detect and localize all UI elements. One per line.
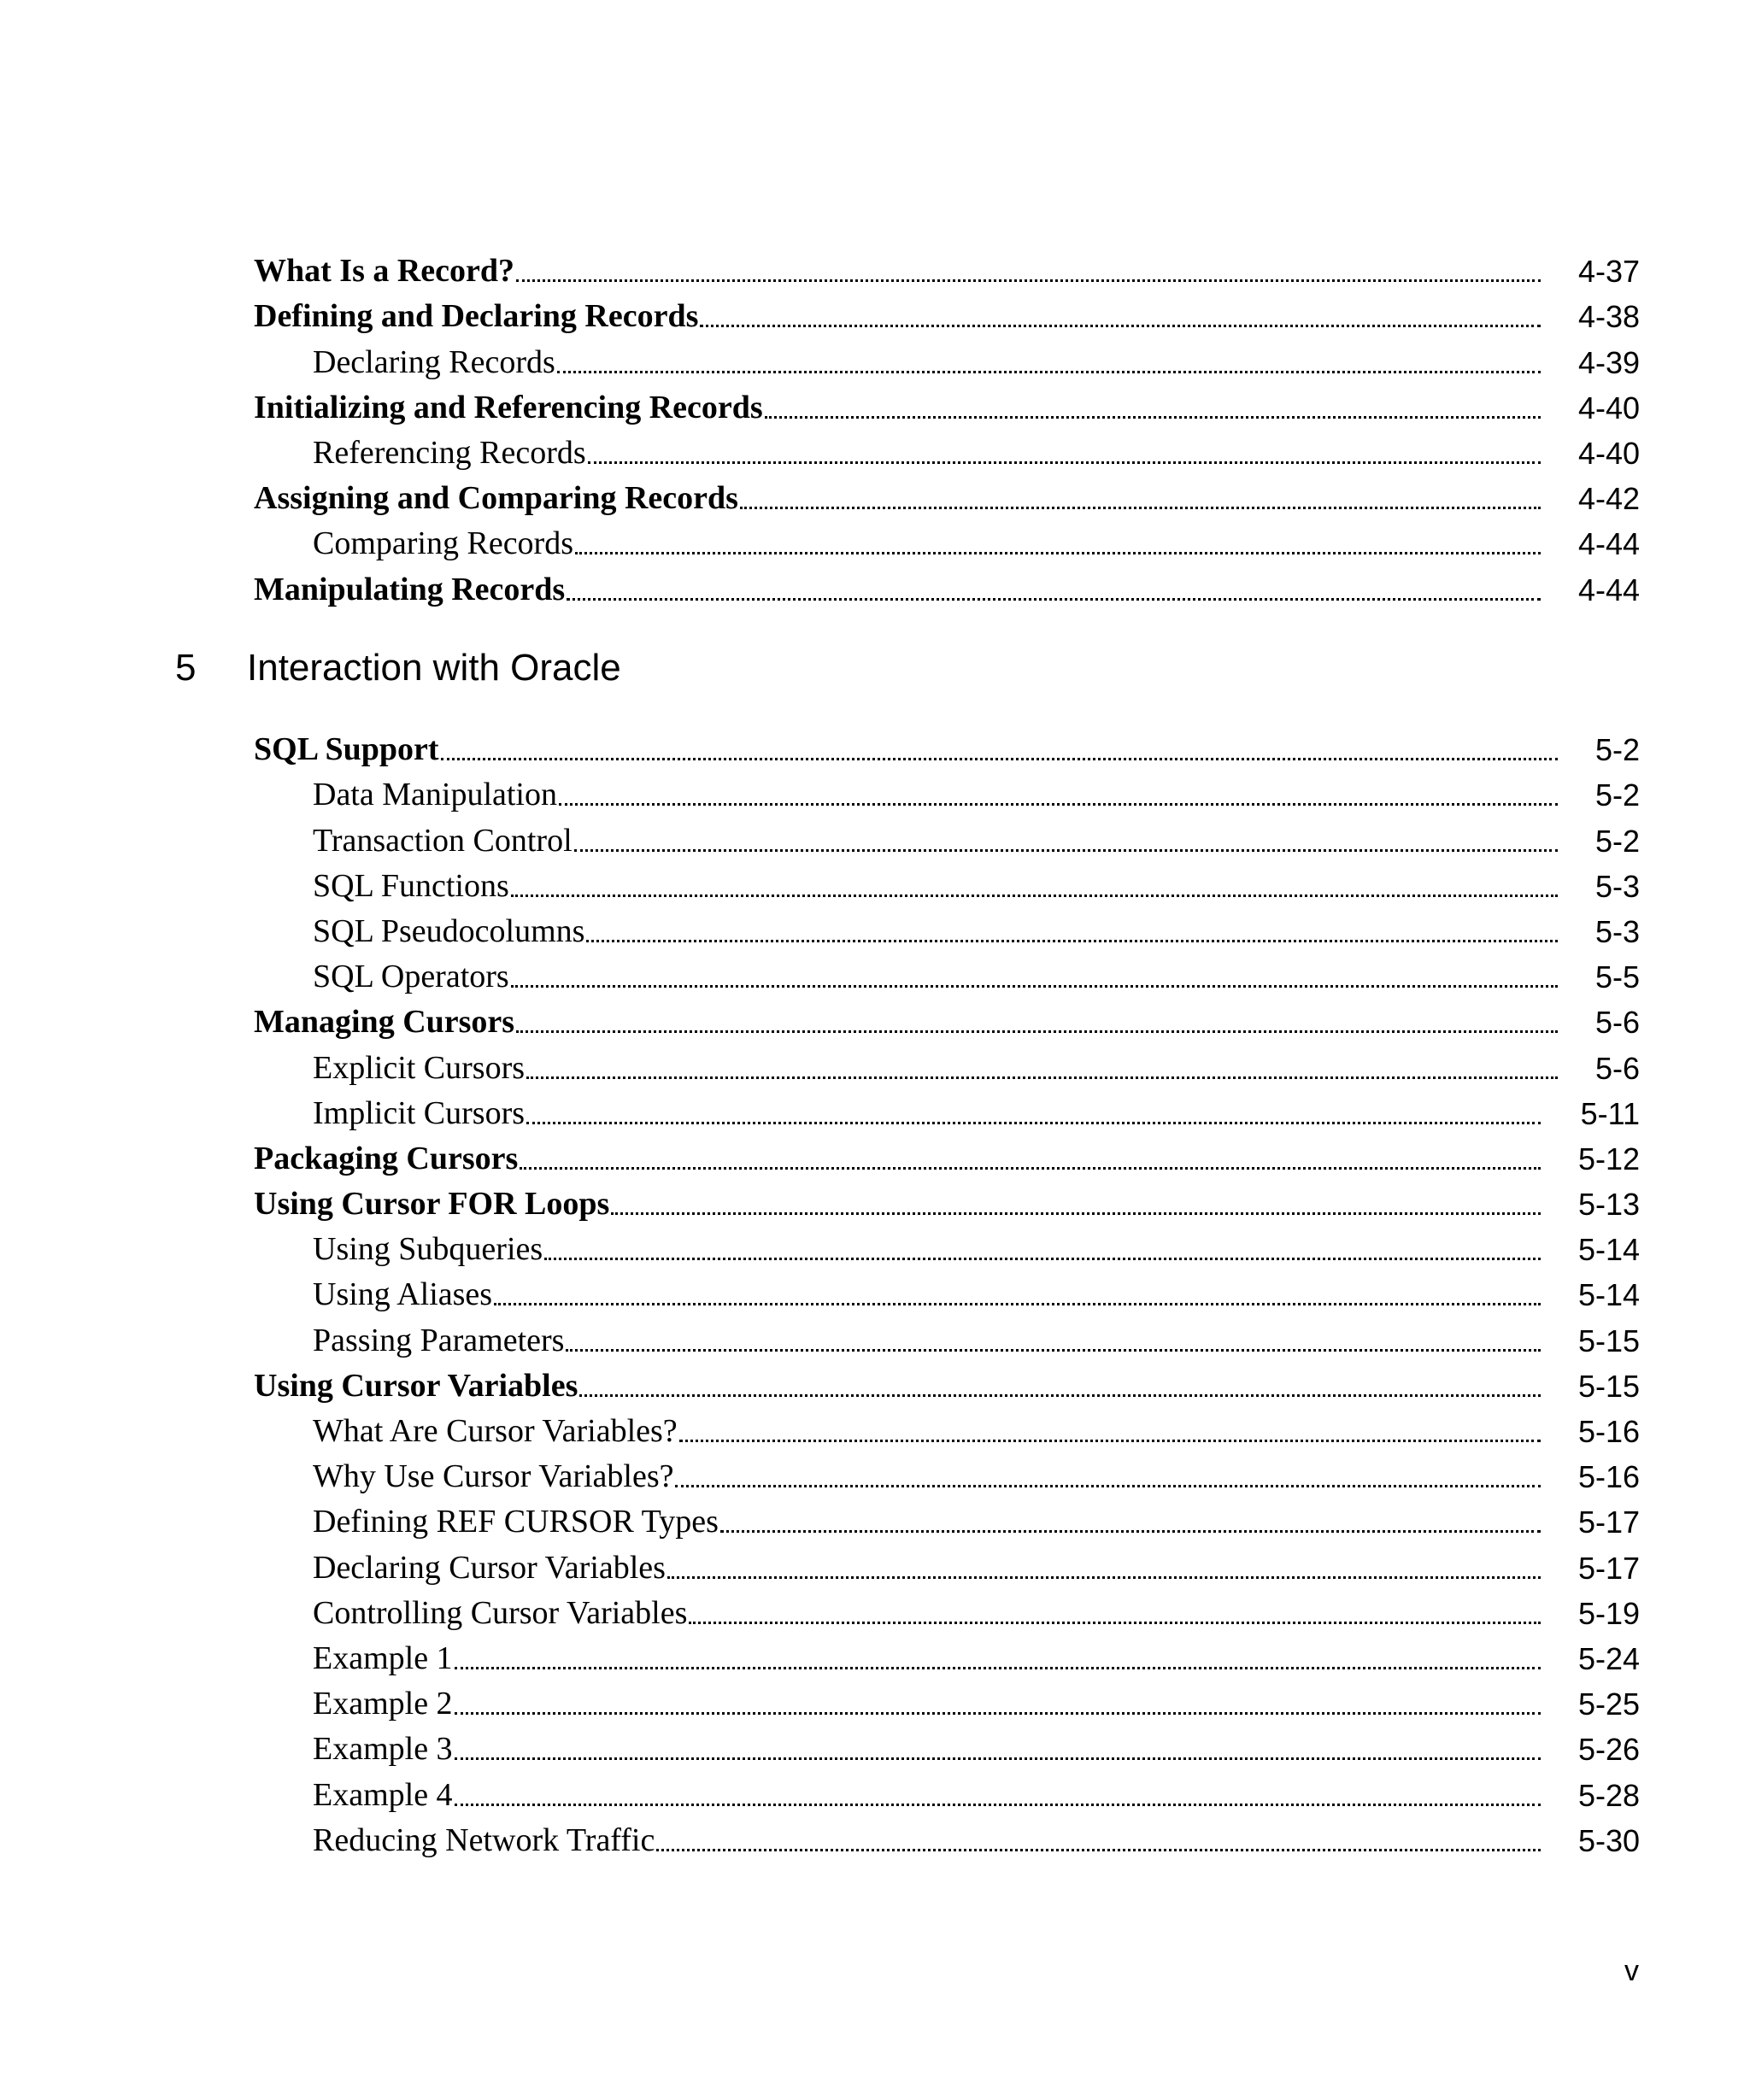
toc-entry[interactable] [254, 242, 1640, 290]
toc-entry-title: Manipulating Records [254, 571, 566, 607]
toc-entry[interactable] [254, 1311, 1640, 1356]
toc-entry-title: Initializing and Referencing Records [254, 389, 763, 425]
toc-entry-title: Example 1 [313, 1640, 453, 1676]
toc-entry-title: What Is a Record? [254, 253, 515, 290]
dot-leader [586, 940, 1558, 942]
dot-leader [455, 1804, 1541, 1806]
dot-leader [494, 1303, 1541, 1305]
dot-leader [567, 598, 1541, 601]
dot-leader [575, 552, 1541, 554]
toc-entry[interactable] [254, 857, 1640, 902]
toc-entry-page-number: 5-2 [1594, 777, 1640, 813]
dot-leader [579, 1394, 1541, 1397]
toc-entry[interactable] [254, 1765, 1640, 1813]
toc-entry[interactable] [254, 902, 1640, 947]
toc-entry-title: What Are Cursor Variables? [313, 1413, 678, 1449]
toc-entry-page-number: 5-30 [1577, 1822, 1640, 1858]
toc-entry-title: Explicit Cursors [313, 1049, 526, 1086]
dot-leader [526, 1076, 1558, 1079]
toc-entry-title: Referencing Records [313, 434, 586, 471]
toc-entry-page-number: 5-15 [1577, 1368, 1640, 1404]
toc-entry[interactable] [254, 766, 1640, 811]
dot-leader [455, 1757, 1541, 1760]
dot-leader [455, 1712, 1541, 1715]
toc-entry[interactable] [254, 1175, 1640, 1223]
dot-leader [574, 849, 1558, 852]
toc-entry-page-number: 4-40 [1577, 390, 1640, 425]
toc-entry-page-number: 4-44 [1577, 572, 1640, 607]
dot-leader [544, 1258, 1541, 1260]
toc-entry-title: SQL Operators [313, 959, 509, 995]
toc-entry-page-number: 5-2 [1594, 823, 1640, 859]
toc-entry-title: Managing Cursors [254, 1004, 515, 1041]
toc-entry-title: Data Manipulation [313, 777, 557, 813]
dot-leader [511, 985, 1558, 988]
toc-entry-page-number: 5-26 [1577, 1732, 1640, 1768]
toc-entry-title: Passing Parameters [313, 1322, 565, 1358]
toc-entry[interactable] [254, 1493, 1640, 1538]
toc-entry-title: Example 4 [313, 1776, 453, 1813]
toc-entry[interactable] [254, 811, 1640, 859]
toc-entry[interactable] [254, 514, 1640, 560]
toc-entry[interactable] [254, 1129, 1640, 1175]
toc-entry-page-number: 5-3 [1594, 913, 1640, 949]
toc-entry-page-number: 4-42 [1577, 481, 1640, 517]
page-number: v [1624, 1955, 1639, 1987]
toc-entry[interactable] [254, 1675, 1640, 1720]
dot-leader [520, 1167, 1541, 1170]
dot-leader [511, 895, 1558, 897]
dot-leader [566, 1349, 1541, 1352]
toc-entry-title: Implicit Cursors [313, 1094, 526, 1131]
toc-entry-page-number: 5-19 [1577, 1595, 1640, 1631]
toc-entry[interactable] [254, 1720, 1640, 1768]
toc-entry[interactable] [254, 1038, 1640, 1086]
dot-leader [516, 1030, 1558, 1033]
toc-entry-title: Using Subqueries [313, 1231, 543, 1268]
toc-entry-page-number: 5-28 [1577, 1777, 1640, 1813]
dot-leader [588, 461, 1541, 464]
toc-entry[interactable] [254, 1538, 1640, 1586]
toc-section-chapter-4-continued [254, 242, 1640, 606]
toc-entry-title: Example 2 [313, 1686, 453, 1722]
toc-entry-title: Declaring Records [313, 343, 555, 380]
dot-leader [675, 1485, 1541, 1487]
toc-entry-page-number: 5-5 [1594, 959, 1640, 995]
toc-entry-page-number: 5-13 [1577, 1187, 1640, 1223]
toc-entry-page-number: 5-12 [1577, 1141, 1640, 1176]
toc-entry-page-number: 5-17 [1577, 1505, 1640, 1540]
toc-entry[interactable] [254, 1584, 1640, 1629]
dot-leader [516, 279, 1541, 282]
toc-entry-page-number: 5-16 [1577, 1459, 1640, 1495]
toc-entry-title: Comparing Records [313, 525, 574, 562]
toc-entry[interactable] [254, 378, 1640, 424]
toc-entry-page-number: 5-3 [1594, 868, 1640, 904]
toc-entry-title: Packaging Cursors [254, 1140, 519, 1176]
toc-entry-page-number: 5-11 [1580, 1095, 1640, 1131]
toc-entry-title: Transaction Control [313, 822, 573, 859]
toc-entry-page-number: 5-24 [1577, 1640, 1640, 1676]
toc-entry-page-number: 5-25 [1577, 1686, 1640, 1722]
toc-entry[interactable] [254, 469, 1640, 517]
toc-entry-title: Defining and Declaring Records [254, 298, 699, 335]
dot-leader [611, 1212, 1541, 1215]
toc-entry-page-number: 4-37 [1577, 254, 1640, 290]
toc-entry[interactable] [254, 1811, 1640, 1857]
toc-entry[interactable] [254, 1402, 1640, 1447]
dot-leader [765, 416, 1541, 419]
toc-entry-title: SQL Pseudocolumns [313, 912, 585, 949]
dot-leader [720, 1530, 1541, 1533]
toc-entry[interactable] [254, 1629, 1640, 1675]
toc-entry-page-number: 5-17 [1577, 1550, 1640, 1586]
toc-entry-page-number: 5-16 [1577, 1414, 1640, 1449]
chapter-heading [175, 649, 621, 687]
dot-leader [455, 1667, 1541, 1669]
toc-entry[interactable] [254, 332, 1640, 378]
dot-leader [700, 325, 1541, 327]
toc-entry-page-number: 5-14 [1577, 1232, 1640, 1268]
toc-entry-page-number: 5-6 [1594, 1050, 1640, 1086]
dot-leader [679, 1440, 1541, 1442]
toc-entry-title: Reducing Network Traffic [313, 1821, 655, 1858]
toc-entry[interactable] [254, 1220, 1640, 1268]
dot-leader [526, 1122, 1541, 1124]
toc-entry-page-number: 4-40 [1577, 435, 1640, 471]
dot-leader [656, 1849, 1541, 1851]
dot-leader [559, 803, 1558, 806]
toc-entry-page-number: 5-14 [1577, 1277, 1640, 1313]
dot-leader [740, 507, 1541, 509]
toc-entry-page-number: 5-2 [1594, 732, 1640, 768]
toc-entry[interactable] [254, 424, 1640, 469]
toc-entry-page-number: 4-44 [1577, 526, 1640, 562]
toc-entry[interactable] [254, 720, 1640, 766]
toc-entry-title: Controlling Cursor Variables [313, 1594, 688, 1631]
toc-entry[interactable] [254, 1447, 1640, 1493]
toc-entry[interactable] [254, 287, 1640, 335]
toc-entry[interactable] [254, 947, 1640, 993]
toc-entry-title: Using Cursor Variables [254, 1367, 578, 1404]
toc-section-chapter-5 [254, 720, 1640, 1857]
dot-leader [441, 758, 1559, 760]
toc-entry[interactable] [254, 1357, 1640, 1402]
dot-leader [667, 1576, 1541, 1579]
toc-entry[interactable] [254, 1265, 1640, 1311]
toc-entry-title: SQL Functions [313, 867, 509, 904]
dot-leader [557, 371, 1541, 373]
toc-entry-title: Assigning and Comparing Records [254, 480, 738, 517]
toc-entry-title: Declaring Cursor Variables [313, 1549, 666, 1586]
toc-entry-title: Example 3 [313, 1731, 453, 1768]
toc-entry[interactable] [254, 1084, 1640, 1129]
toc-entry-page-number: 4-38 [1577, 299, 1640, 335]
toc-entry-title: Using Aliases [313, 1276, 493, 1313]
toc-entry-title: Defining REF CURSOR Types [313, 1504, 719, 1540]
toc-entry[interactable] [254, 560, 1640, 605]
toc-entry-page-number: 5-6 [1594, 1005, 1640, 1041]
toc-entry-title: Why Use Cursor Variables? [313, 1458, 674, 1495]
toc-entry[interactable] [254, 993, 1640, 1041]
toc-entry-page-number: 4-39 [1577, 344, 1640, 380]
toc-entry-page-number: 5-15 [1577, 1323, 1640, 1358]
chapter-title: Interaction with Oracle [247, 647, 621, 689]
toc-entry-title: Using Cursor FOR Loops [254, 1186, 610, 1223]
toc-entry-title: SQL Support [254, 731, 439, 768]
chapter-number: 5 [175, 647, 197, 689]
dot-leader [689, 1622, 1541, 1624]
